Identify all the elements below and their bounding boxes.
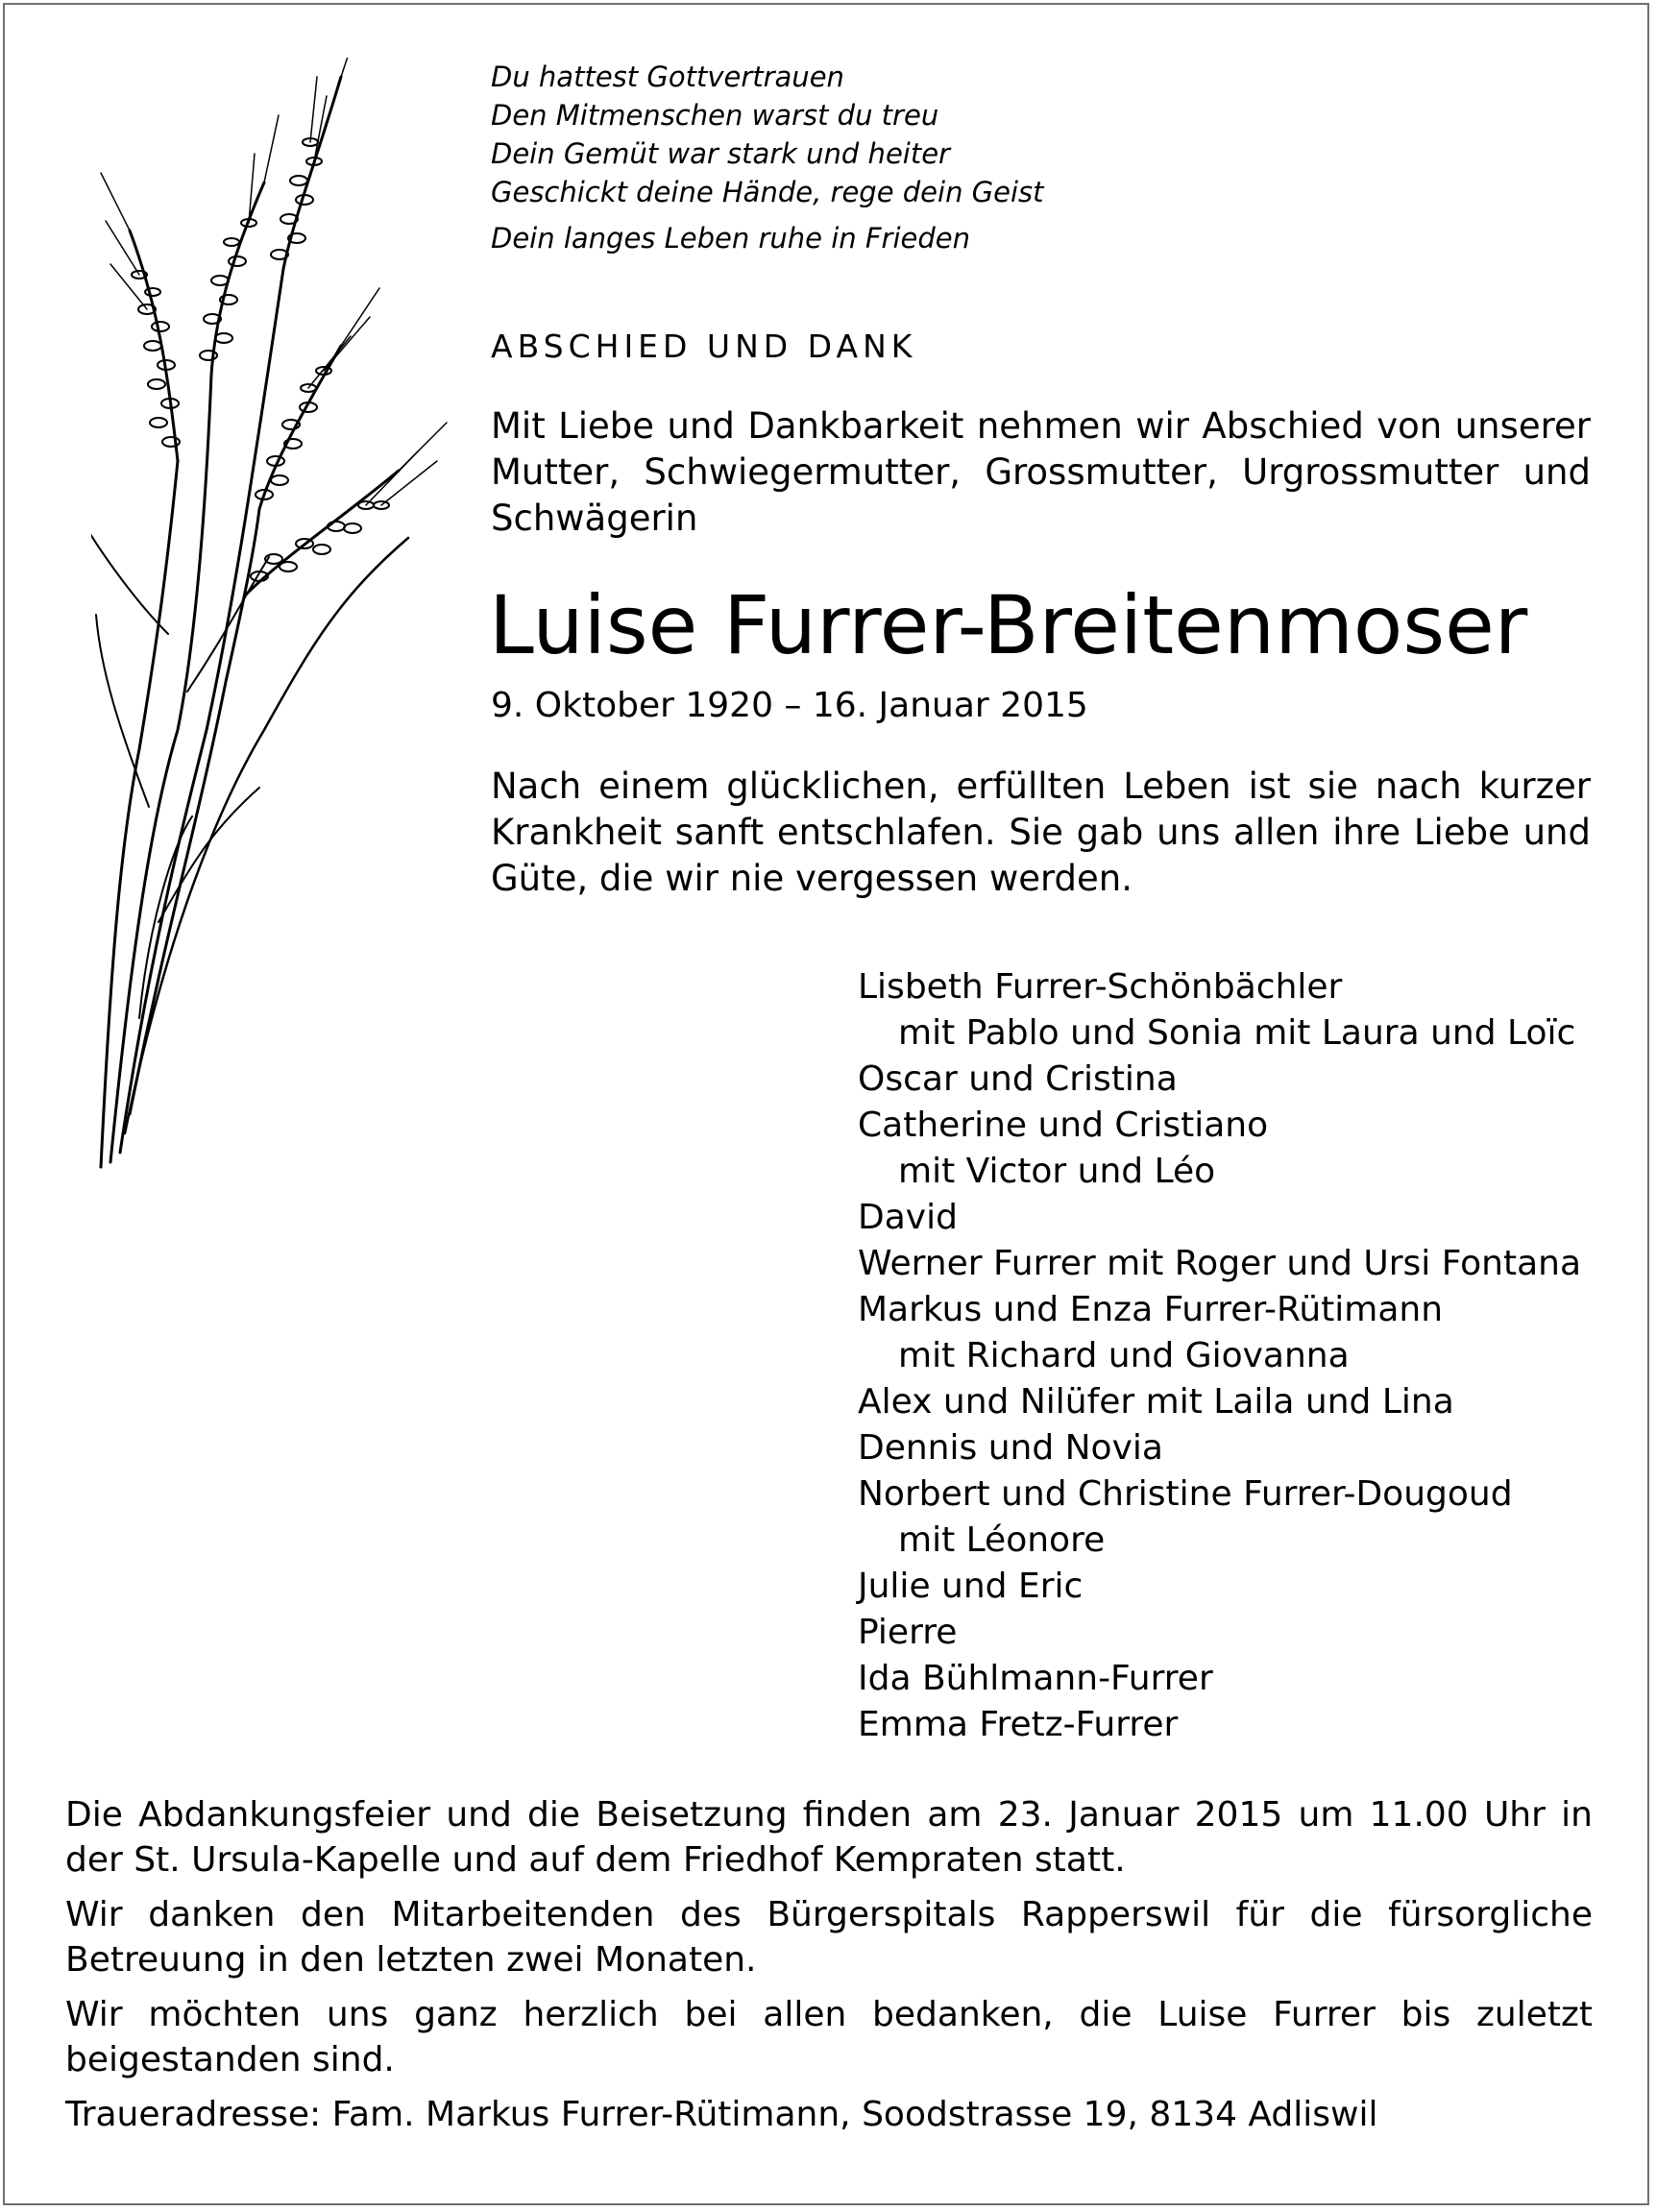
poem-line: Den Mitmenschen warst du treu — [491, 99, 939, 132]
family-entry: Alex und Nilüfer mit Laila und Lina — [858, 1382, 1454, 1422]
family-entry: Werner Furrer mit Roger und Ursi Fontana — [858, 1244, 1582, 1283]
poem-line: Du hattest Gottvertrauen — [491, 61, 844, 93]
intro-paragraph: Mit Liebe und Dankbarkeit nehmen wir Abschied von unserer Mutter, Schwiegermutter, Grossmutter, Urgrossmutter und Schwägerin — [491, 405, 1591, 539]
mourning-address: Traueradresse: Fam. Markus Furrer-Rütimann, Soodstrasse 19, 8134 Adliswil — [65, 2095, 1378, 2134]
poem — [491, 58, 1451, 257]
thanks-all: Wir möchten uns ganz herzlich bei allen bedanken, die Luise Furrer bis zuletzt beigestanden sind. — [65, 1995, 1593, 2079]
family-entry: Emma Fretz-Furrer — [858, 1705, 1179, 1744]
wheat-illustration — [91, 58, 475, 1191]
family-list — [858, 964, 1581, 1748]
family-entry: David — [858, 1198, 958, 1237]
family-entry: mit Pablo und Sonia mit Laura und Loïc — [898, 1013, 1576, 1053]
footer — [65, 1792, 1593, 2147]
family-entry: Markus und Enza Furrer-Rütimann — [858, 1290, 1444, 1329]
deceased-name: Luise Furrer-Breitenmoser — [489, 578, 1528, 672]
family-entry: Oscar und Cristina — [858, 1059, 1178, 1099]
thanks-staff: Wir danken den Mitarbeitenden des Bürgerspitals Rapperswil für die fürsorgliche Betreuung in den letzten zwei Monaten. — [65, 1895, 1593, 1980]
family-entry: Julie und Eric — [858, 1567, 1084, 1606]
life-dates: 9. Oktober 1920 – 16. Januar 2015 — [491, 686, 1088, 725]
family-entry: Lisbeth Furrer-Schönbächler — [858, 967, 1343, 1007]
notice-heading: ABSCHIED UND DANK — [491, 328, 917, 365]
family-entry: Ida Bühlmann-Furrer — [858, 1659, 1213, 1698]
family-entry: Catherine und Cristiano — [858, 1106, 1269, 1145]
family-entry: Pierre — [858, 1613, 958, 1652]
ceremony-info: Die Abdankungsfeier und die Beisetzung finden am 23. Januar 2015 um 11.00 Uhr in der St. Ursula-Kapelle und auf dem Friedhof Kempraten statt. — [65, 1795, 1593, 1880]
family-entry: mit Richard und Giovanna — [898, 1336, 1350, 1375]
closing-paragraph: Nach einem glücklichen, erfüllten Leben ist sie nach kurzer Krankheit sanft entschlafen. Sie gab uns allen ihre Liebe und Güte, die wir nie vergessen werden. — [491, 766, 1591, 899]
poem-line: Geschickt deine Hände, rege dein Geist — [491, 176, 1044, 208]
family-entry: mit Léonore — [898, 1520, 1106, 1560]
family-entry: Dennis und Novia — [858, 1428, 1163, 1468]
family-entry: Norbert und Christine Furrer-Dougoud — [858, 1474, 1513, 1514]
poem-line: Dein langes Leben ruhe in Frieden — [491, 222, 970, 255]
poem-line: Dein Gemüt war stark und heiter — [491, 137, 950, 170]
family-entry: mit Victor und Léo — [898, 1152, 1216, 1191]
